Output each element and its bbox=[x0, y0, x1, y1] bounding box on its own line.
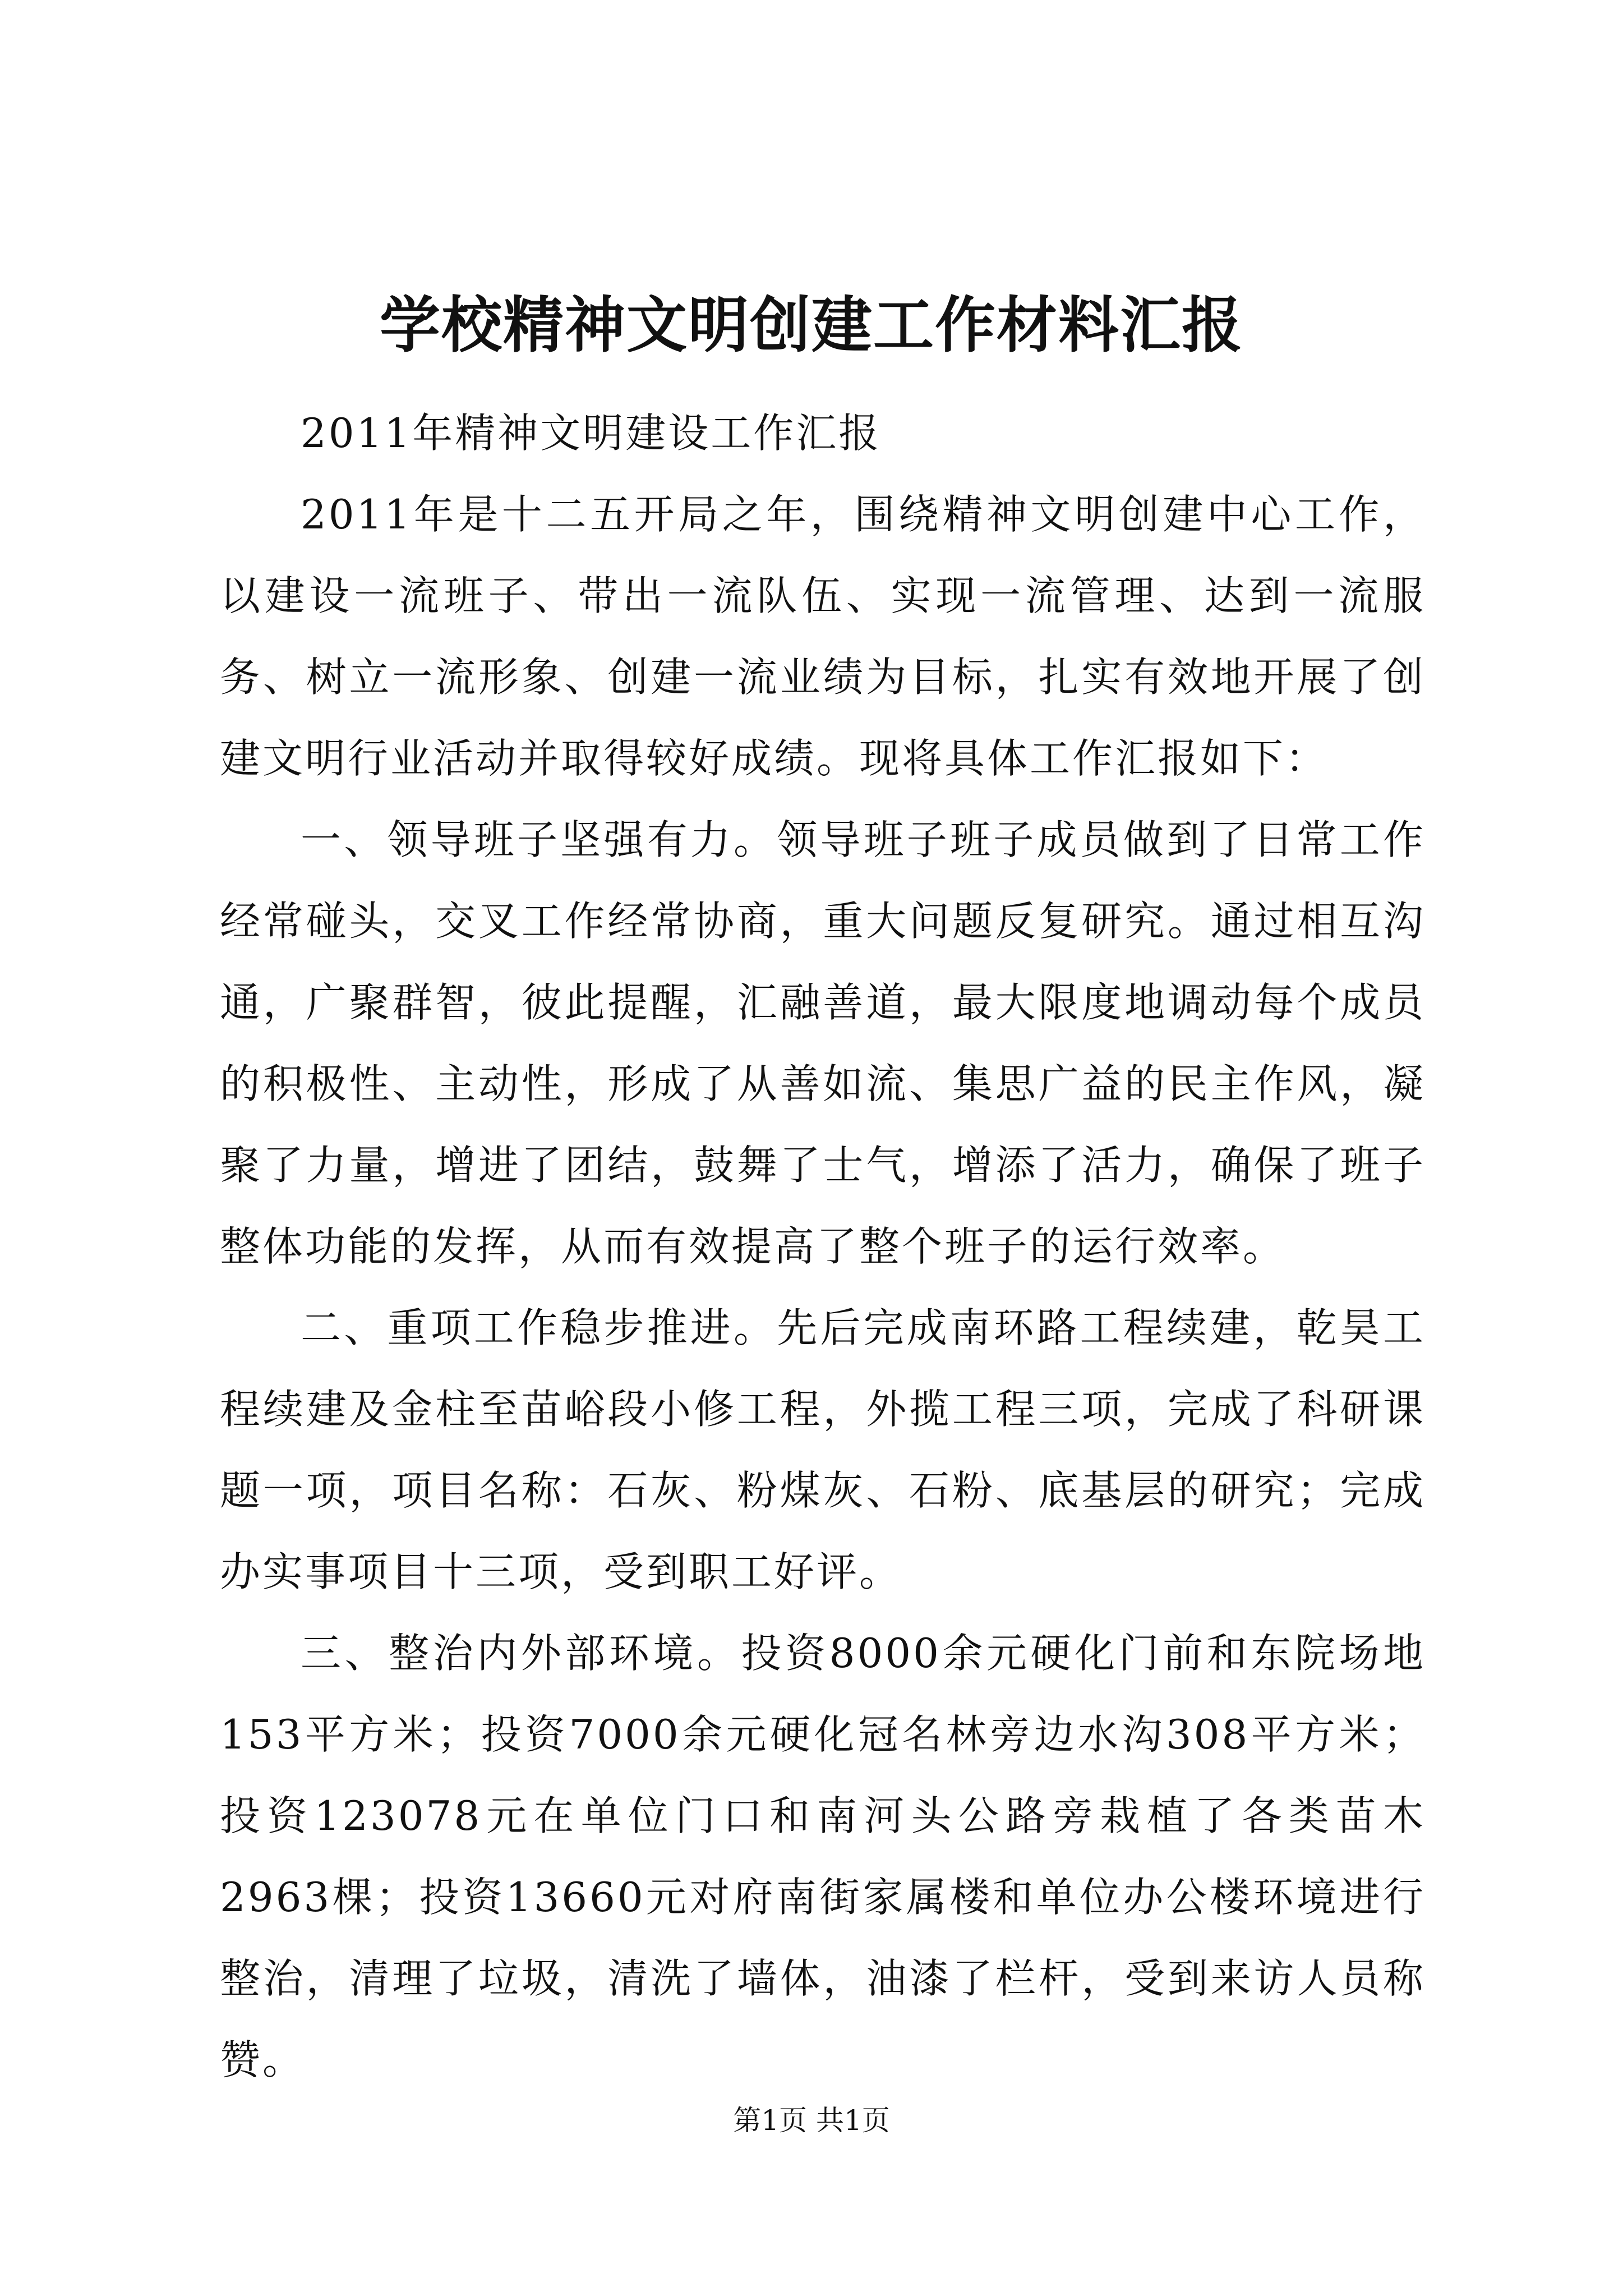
document-title: 学校精神文明创建工作材料汇报 bbox=[379, 290, 1243, 361]
paragraph-intro: 2011年是十二五开局之年，围绕精神文明创建中心工作，以建设一流班子、带出一流队伍、实现一流管理、达到一流服务、树立一流形象、创建一流业绩为目标，扎实有效地开展了创建文明行业活动并取得较好成绩。现将具体工作汇报如下： bbox=[220, 491, 1426, 782]
document-body bbox=[220, 393, 1426, 2101]
paragraph-leadership: 一、领导班子坚强有力。领导班子班子成员做到了日常工作经常碰头，交叉工作经常协商，重大问题反复研究。通过相互沟通，广聚群智，彼此提醒，汇融善道，最大限度地调动每个成员的积极性、主动性，形成了从善如流、集思广益的民主作风，凝聚了力量，增进了团结，鼓舞了士气，增添了活力，确保了班子整体功能的发挥，从而有效提高了整个班子的运行效率。 bbox=[220, 816, 1426, 1270]
document-subtitle: 2011年精神文明建设工作汇报 bbox=[301, 409, 882, 457]
paragraph-environment: 三、整治内外部环境。投资8000余元硬化门前和东院场地153平方米；投资7000余元硬化冠名林旁边水沟308平方米；投资123078元在单位门口和南河头公路旁栽植了各类苗木2963棵；投资13660元对府南街家属楼和单位办公楼环境进行整治，清理了垃圾，清洗了墙体，油漆了栏杆，受到来访人员称赞。 bbox=[220, 1630, 1426, 2083]
paragraph-key-projects: 二、重项工作稳步推进。先后完成南环路工程续建，乾昊工程续建及金柱至苗峪段小修工程，外揽工程三项，完成了科研课题一项，项目名称：石灰、粉煤灰、石粉、底基层的研究；完成办实事项目十三项，受到职工好评。 bbox=[220, 1304, 1426, 1595]
page-number-footer: 第1页 共1页 bbox=[733, 2104, 890, 2137]
